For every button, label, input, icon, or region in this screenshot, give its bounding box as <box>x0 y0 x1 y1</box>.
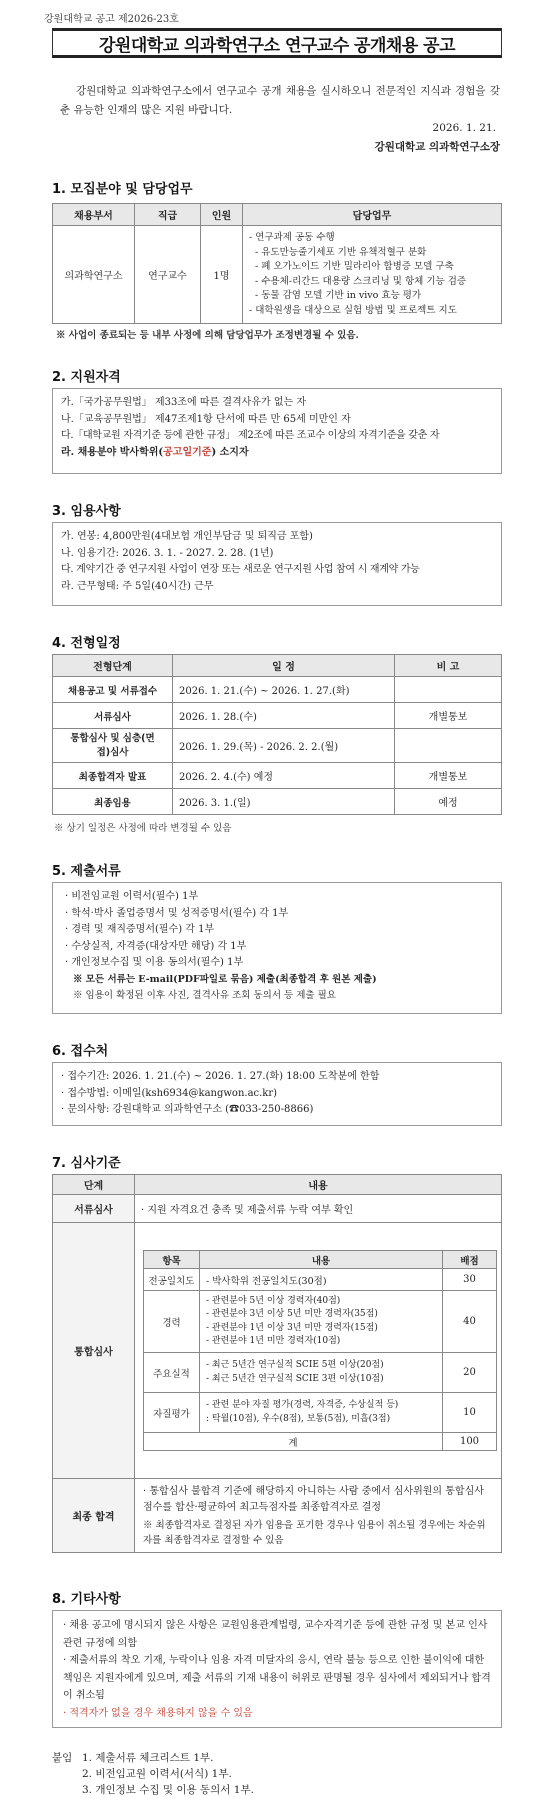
duty-line: - 수용체-리간드 대용량 스크리닝 및 항체 기능 검증 <box>255 275 467 287</box>
stage-cell: 서류심사 <box>53 703 173 729</box>
section1-note: ※ 사업이 종료되는 등 내부 사정에 의해 담당업무가 조정변경될 수 있음. <box>56 330 359 341</box>
schedule-cell: 2026. 2. 4.(수) 예정 <box>173 763 395 789</box>
score-content-line: - 관련분야 5년 이상 경력자(40점) <box>206 1295 341 1306</box>
th-item: 항목 <box>144 1251 200 1269</box>
th-count: 인원 <box>201 204 243 226</box>
score-item: 주요실적 <box>144 1353 200 1393</box>
score-value: 40 <box>443 1291 497 1353</box>
score-content-line: - 관련 분야 자질 평가(경력, 자격증, 수상실적 등) <box>206 1400 399 1410</box>
section1-heading: 1. 모집분야 및 담당업무 <box>52 182 193 197</box>
th-content: 내용 <box>135 1175 502 1195</box>
appointment-box <box>52 522 502 606</box>
stage-cell: 채용공고 및 서류접수 <box>53 677 173 703</box>
integrated-review-cell <box>135 1223 502 1479</box>
th-schedule: 일 정 <box>173 655 395 677</box>
document-item: · 비전임교원 이력서(필수) 1부 <box>65 891 199 902</box>
page-title: 강원대학교 의과학연구소 연구교수 공개채용 공고 <box>98 35 456 56</box>
th-stage: 전형단계 <box>53 655 173 677</box>
appointment-item: 라. 근무형태: 주 5일(40시간) 근무 <box>61 580 214 592</box>
notice-date: 2026. 1. 21. <box>432 122 496 134</box>
schedule-cell: 2026. 1. 28.(수) <box>173 703 395 729</box>
duty-line: - 폐 오가노이드 기반 밀라리아 합병증 모델 구축 <box>255 261 454 272</box>
score-content-line: - 관련분야 3년 이상 5년 미만 경력자(35점) <box>206 1309 378 1319</box>
qualification-item: 나.「교육공무원법」 제47조제1항 단서에 따른 만 65세 미만인 자 <box>61 413 351 425</box>
score-content-line: : 탁월(10점), 우수(8점), 보통(5점), 미흡(3점) <box>206 1413 391 1424</box>
documents-note-email: ※ 모든 서류는 E-mail(PDF파일로 묶음) 제출(최종합격 후 원본 제출) <box>73 973 377 985</box>
degree-prefix: 라. 채용분야 박사학위( <box>61 446 164 458</box>
application-item: · 문의사항: 강원대학교 의과학연구소 (☎033-250-8866) <box>61 1104 314 1115</box>
attachment-item: 3. 개인정보 수집 및 이용 동의서 1부. <box>82 1784 254 1796</box>
documents-note-after: ※ 임용이 확정된 이후 사진, 결격사유 조회 동의서 등 제출 필요 <box>73 990 336 1001</box>
duty-line: - 대학원생을 대상으로 실험 방법 및 프로젝트 지도 <box>249 304 457 316</box>
appointment-item: 다. 계약기간 중 연구지원 사업이 연장 또는 새로운 연구지원 사업 참여 시 재계약 가능 <box>61 564 420 575</box>
section5-heading: 5. 제출서류 <box>52 864 121 879</box>
schedule-cell: 2026. 3. 1.(일) <box>173 789 395 815</box>
stage-cell: 통합심사 및 심층(면접)심사 <box>53 729 173 763</box>
application-box <box>52 1062 502 1126</box>
rank-cell: 연구교수 <box>135 226 201 324</box>
final-content-main: · 통합심사 불합격 기준에 해당하지 아니하는 사람 중에서 심사위원의 통합심사 점수를 합산·평균하여 최고득점자를 최종합격자로 결정 <box>143 1485 484 1513</box>
remark-cell: 예정 <box>395 789 502 815</box>
attachment-row <box>52 1750 254 1766</box>
score-content <box>200 1291 443 1353</box>
score-item: 경력 <box>144 1291 200 1353</box>
remark-cell: 개별통보 <box>395 703 502 729</box>
schedule-table <box>52 654 502 815</box>
total-label: 계 <box>144 1433 443 1451</box>
score-table <box>143 1250 497 1451</box>
degree-suffix: ) 소지자 <box>211 446 249 458</box>
misc-box <box>52 1610 502 1728</box>
th-remark: 비 고 <box>395 655 502 677</box>
score-content-line: - 관련분야 1년 이상 3년 미만 경력자(15점) <box>206 1322 378 1333</box>
section6-heading: 6. 접수처 <box>52 1044 109 1059</box>
recruit-table <box>52 203 502 324</box>
remark-cell: 개별통보 <box>395 763 502 789</box>
document-item: · 경력 및 재직증명서(필수) 각 1부 <box>65 924 215 935</box>
section2-heading: 2. 지원자격 <box>52 370 121 385</box>
criteria-table <box>52 1174 502 1553</box>
stage-cell: 최종임용 <box>53 789 173 815</box>
score-item: 자질평가 <box>144 1393 200 1433</box>
total-score: 100 <box>443 1433 497 1451</box>
score-value: 30 <box>443 1269 497 1291</box>
section7-heading: 7. 심사기준 <box>52 1156 121 1171</box>
misc-item-red: · 적격자가 없을 경우 채용하지 않을 수 있음 <box>63 1707 253 1719</box>
score-content: - 박사학위 전공일치도(30점) <box>200 1269 443 1291</box>
title-box <box>52 28 502 58</box>
remark-cell <box>395 729 502 763</box>
document-review-content: · 지원 자격요건 충족 및 제출서류 누락 여부 확인 <box>135 1195 502 1223</box>
qualification-item: 다.「대학교원 자격기준 등에 관한 규정」 제2조에 따른 조교수 이상의 자격기준을 갖춘 자 <box>61 430 440 441</box>
attachments <box>52 1750 254 1798</box>
score-content-line: - 최근 5년간 연구실적 SCIE 5편 이상(20점) <box>206 1360 384 1370</box>
stage-document-review: 서류심사 <box>53 1195 135 1223</box>
th-score: 배점 <box>443 1251 497 1269</box>
section8-heading: 8. 기타사항 <box>52 1592 121 1607</box>
section3-heading: 3. 임용사항 <box>52 504 121 519</box>
score-content-line: - 최근 5년간 연구실적 SCIE 3편 이상(10점) <box>206 1373 384 1384</box>
documents-box <box>52 882 502 1014</box>
attachment-item: 2. 비전임교원 이력서(서식) 1부. <box>82 1768 232 1780</box>
duty-line: - 연구과제 공동 수행 <box>249 232 335 243</box>
final-content-note: ※ 최종합격자로 결정된 자가 임용을 포기한 경우나 임용이 취소될 경우에는 차순위자를 최종합격자로 결정할 수 있음 <box>143 1519 486 1546</box>
score-content <box>200 1393 443 1433</box>
stage-cell: 최종합격자 발표 <box>53 763 173 789</box>
score-content <box>200 1353 443 1393</box>
attachment-label: 붙임 <box>52 1752 73 1764</box>
final-content <box>135 1479 502 1553</box>
th-rank: 직급 <box>135 204 201 226</box>
application-item: · 접수방법: 이메일(ksh6934@kangwon.ac.kr) <box>61 1087 278 1099</box>
intro-text: 강원대학교 의과학연구소에서 연구교수 공개 채용을 실시하오니 전문적인 지식과 경험을 갖춘 유능한 인재의 많은 지원 바랍니다. <box>60 85 500 116</box>
duty-line: - 동물 감염 모델 기반 in vivo 효능 평가 <box>255 290 422 301</box>
degree-red: 공고일기준 <box>163 446 212 458</box>
section4-heading: 4. 전형일정 <box>52 636 121 651</box>
appointment-item: 나. 임용기간: 2026. 3. 1. - 2027. 2. 28. (1년) <box>61 547 274 559</box>
document-item: · 개인정보수집 및 이용 동의서(필수) 1부 <box>65 957 244 968</box>
qualification-item-degree <box>61 445 493 462</box>
th-item-content: 내용 <box>200 1251 443 1269</box>
notice-number: 강원대학교 공고 제2026-23호 <box>44 14 179 25</box>
application-item: · 접수기간: 2026. 1. 21.(수) ~ 2026. 1. 27.(화) 18:00 도착분에 한함 <box>61 1071 380 1082</box>
score-item: 전공일치도 <box>144 1269 200 1291</box>
issuer: 강원대학교 의과학연구소장 <box>374 141 500 153</box>
th-dept: 채용부서 <box>53 204 135 226</box>
dept-cell: 의과학연구소 <box>53 226 135 324</box>
duty-line: - 유도만능줄기세포 기반 유책적혈구 분화 <box>255 246 427 258</box>
section4-note: ※ 상기 일정은 사정에 따라 변경될 수 있음 <box>54 823 232 834</box>
schedule-cell: 2026. 1. 29.(목) - 2026. 2. 2.(월) <box>173 729 395 763</box>
score-value: 20 <box>443 1353 497 1393</box>
stage-integrated-review: 통합심사 <box>53 1223 135 1479</box>
appointment-item: 가. 연봉: 4,800만원(4대보험 개인부담금 및 퇴직금 포함) <box>61 531 313 542</box>
duties-cell <box>243 226 502 324</box>
score-value: 10 <box>443 1393 497 1433</box>
remark-cell <box>395 677 502 703</box>
count-cell: 1명 <box>201 226 243 324</box>
misc-item: · 제출서류의 착오 기재, 누락이나 임용 자격 미달자의 응시, 연락 불능 등으로 인한 불이익에 대한 책임은 지원자에게 있으며, 제출 서류의 기재 내용이 허위로 판명될 경우 심사에서 제외되거나 합격이 취소됨 <box>63 1655 491 1701</box>
document-item: · 수상실적, 자격증(대상자만 해당) 각 1부 <box>65 940 247 952</box>
attachment-item: 1. 제출서류 체크리스트 1부. <box>82 1752 214 1764</box>
th-duties: 담당업무 <box>243 204 502 226</box>
misc-item: · 채용 공고에 명시되지 않은 사항은 교원임용관계법령, 교수자격기준 등에 관한 규정 및 본교 인사 관련 규정에 의함 <box>63 1620 488 1649</box>
schedule-cell: 2026. 1. 21.(수) ~ 2026. 1. 27.(화) <box>173 677 395 703</box>
qualification-box <box>52 388 502 474</box>
stage-final: 최종 합격 <box>53 1479 135 1553</box>
th-step: 단계 <box>53 1175 135 1195</box>
qualification-item: 가.「국가공무원법」 제33조에 따른 결격사유가 없는 자 <box>61 397 306 408</box>
score-content-line: - 관련분야 1년 미만 경력자(10점) <box>206 1336 341 1346</box>
document-item: · 학석·박사 졸업증명서 및 성적증명서(필수) 각 1부 <box>65 907 289 919</box>
